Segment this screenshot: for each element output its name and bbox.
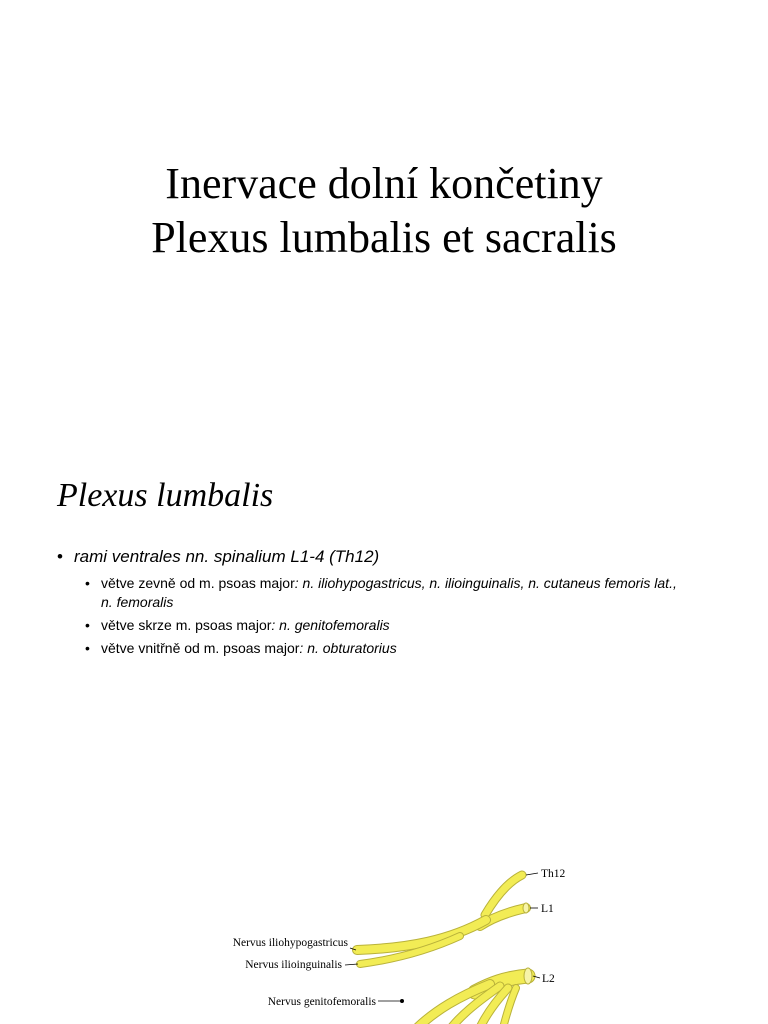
label-iliohypogastricus: Nervus iliohypogastricus — [232, 937, 348, 949]
slide-title — [0, 157, 768, 265]
sub-bullet-lead: větve zevně od m. psoas major — [101, 575, 295, 591]
bullet-dot-icon: • — [85, 617, 90, 633]
label-l1: L1 — [541, 903, 554, 915]
bullet-item — [57, 546, 737, 568]
sub-bullet-item — [85, 616, 681, 635]
label-ilioinguinalis: Nervus ilioinguinalis — [245, 959, 342, 971]
bullet-list — [57, 546, 737, 662]
sub-bullet-lead: větve skrze m. psoas major — [101, 617, 272, 633]
slide-heading: Plexus lumbalis — [57, 477, 274, 514]
bullet-dot-icon: • — [85, 640, 90, 656]
bullet-text: rami ventrales nn. spinalium L1-4 (Th12) — [74, 547, 380, 566]
plexus-drawing — [190, 860, 610, 1024]
sub-bullet-detail: : n. iliohypogastricus, n. ilioinguinalis, n. cutaneus femoris lat., n. femoralis — [101, 575, 677, 610]
root-cap-l1 — [523, 903, 529, 913]
lumbar-plexus-illustration — [190, 860, 610, 1024]
bullet-dot-icon: • — [57, 547, 63, 566]
title-slide — [0, 0, 768, 430]
label-l2: L2 — [542, 973, 555, 985]
sub-bullet-lead: větve vnitřně od m. psoas major — [101, 640, 300, 656]
sub-bullet-detail: : n. genitofemoralis — [271, 617, 390, 633]
sub-bullet-detail: : n. obturatorius — [299, 640, 397, 656]
title-line-2: Plexus lumbalis et sacralis — [151, 213, 617, 262]
sub-bullet-item — [85, 574, 681, 612]
label-th12: Th12 — [541, 868, 566, 880]
content-slide — [0, 430, 768, 1024]
bullet-dot-icon: • — [85, 575, 90, 591]
title-line-1: Inervace dolní končetiny — [165, 159, 603, 208]
nerve-branches — [357, 875, 528, 1024]
sub-bullet-item — [85, 639, 681, 658]
root-cap-l2 — [524, 968, 532, 984]
label-genitofemoralis: Nervus genitofemoralis — [267, 996, 376, 1008]
